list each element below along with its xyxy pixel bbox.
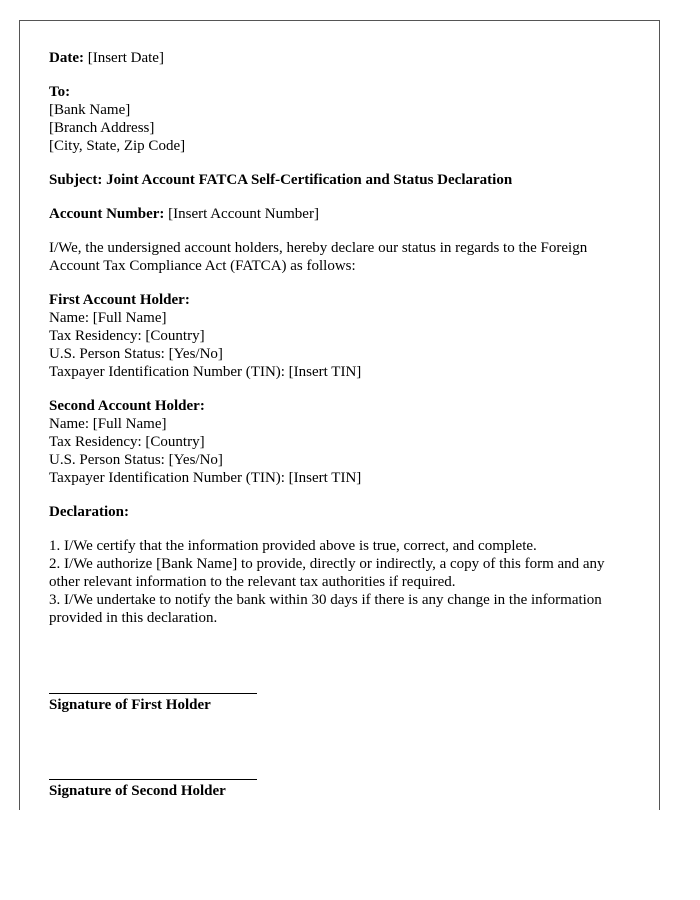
second-signature-label: Signature of Second Holder	[49, 783, 226, 799]
declaration-list	[49, 537, 634, 627]
subject-line: Subject: Joint Account FATCA Self-Certification and Status Declaration	[49, 172, 513, 188]
holder-detail-line: Tax Residency: [Country]	[49, 434, 205, 450]
second-holder-section	[49, 397, 634, 487]
first-signature-block	[49, 693, 257, 714]
account-number-line	[49, 205, 634, 223]
declaration-item: 2. I/We authorize [Bank Name] to provide, directly or indirectly, a copy of this form and any other relevant information to the relevant tax authorities if required.	[49, 556, 605, 590]
signature-line	[49, 693, 257, 694]
first-holder-heading: First Account Holder:	[49, 292, 190, 308]
holder-detail-line: U.S. Person Status: [Yes/No]	[49, 452, 223, 468]
letter-body	[49, 49, 634, 643]
recipient-line: [Branch Address]	[49, 120, 155, 136]
second-holder-heading: Second Account Holder:	[49, 398, 205, 414]
declaration-heading: Declaration:	[49, 504, 129, 520]
account-number-label: Account Number:	[49, 206, 165, 222]
second-signature-block	[49, 779, 257, 800]
signature-line	[49, 779, 257, 780]
intro-paragraph: I/We, the undersigned account holders, hereby declare our status in regards to the Foreign Account Tax Compliance Act (FATCA) as follows:	[49, 240, 588, 274]
holder-detail-line: U.S. Person Status: [Yes/No]	[49, 346, 223, 362]
recipient-line: [City, State, Zip Code]	[49, 138, 186, 154]
holder-detail-line: Taxpayer Identification Number (TIN): [Insert TIN]	[49, 470, 362, 486]
recipient-block	[49, 83, 634, 155]
first-signature-label: Signature of First Holder	[49, 697, 211, 713]
date-value: [Insert Date]	[87, 50, 164, 66]
first-holder-section	[49, 291, 634, 381]
holder-detail-line: Name: [Full Name]	[49, 416, 167, 432]
account-number-value: [Insert Account Number]	[168, 206, 319, 222]
recipient-line: [Bank Name]	[49, 102, 131, 118]
holder-detail-line: Name: [Full Name]	[49, 310, 167, 326]
date-label: Date:	[49, 50, 84, 66]
declaration-item: 3. I/We undertake to notify the bank within 30 days if there is any change in the information provided in this declaration.	[49, 592, 602, 626]
holder-detail-line: Taxpayer Identification Number (TIN): [Insert TIN]	[49, 364, 362, 380]
to-label: To:	[49, 84, 71, 100]
letter-page	[19, 20, 660, 810]
date-line	[49, 49, 634, 67]
holder-detail-line: Tax Residency: [Country]	[49, 328, 205, 344]
declaration-item: 1. I/We certify that the information provided above is true, correct, and complete.	[49, 538, 537, 554]
